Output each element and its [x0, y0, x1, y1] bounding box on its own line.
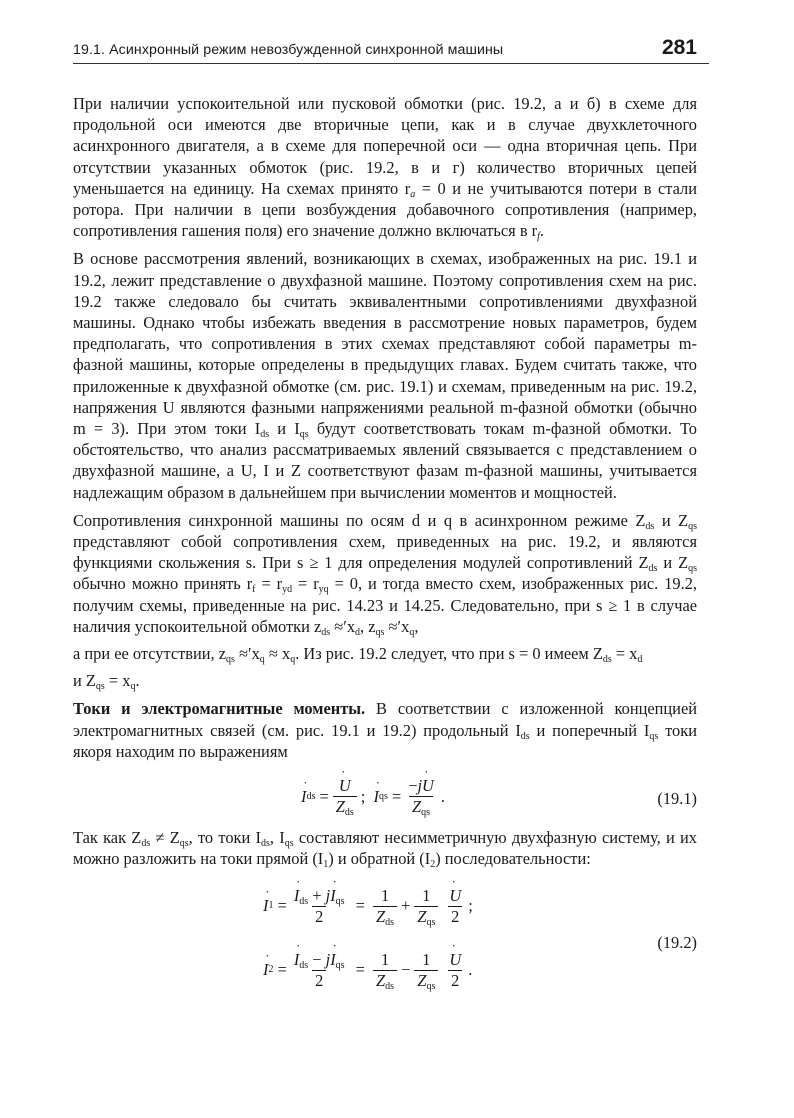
page-number: 281	[661, 36, 697, 59]
header-rule	[73, 63, 709, 64]
page-header	[73, 36, 709, 68]
running-title: 19.1. Асинхронный режим невозбужденной синхронной машины	[73, 42, 504, 58]
section-heading: Токи и электромагнитные моменты.	[73, 699, 366, 719]
paragraph: а при ее отсутствии, $z_{qs} \approx'x_q \approx x_q$. Из рис. 19.2 следует, что при s = 0 имеем $Z_{ds} = x_d$	[73, 644, 643, 666]
page-body	[73, 93, 697, 1008]
paragraph: При наличии успокоительной или пусковой обмотки (рис. 19.2, а и б) в схеме для продольной оси имеются две вторичные цепи, как и в случае двухклеточного асинхронного двигателя, а в схеме для поперечной оси — одна вторичная цепь. При отсутствии указанных обмоток (рис. 19.2, в и г) количество вторичных цепей уменьшается на единицу. На схемах принято $r_a = 0$ и не учитываются потери в стали ротора. При наличии в цепи возбуждения добавочного сопротивления (например, сопротивления гашения поля) его значение должно включаться в $r_f$.	[73, 94, 697, 243]
paragraph: Сопротивления синхронной машины по осям d и q в асинхронном режиме $Z_{ds}$ и $Z_{qs}$ представляют собой сопротивления схем, приведенных на рис. 19.2, и являются функциями скольжения s. При s ≥ 1 для определения модулей сопротивлений $Z_{ds}$ и $Z_{qs}$ обычно можно принять $r_f = r_{yd} = r_{yq} = 0$, и тогда вместо схем, изображенных рис. 19.2, получим схемы, приведенные на рис. 14.23 и 14.25. Следовательно, при s ≥ 1 в случае наличия успокоительной обмотки $z_{ds} \approx'x_d$, $z_{qs} \approx'x_q$,	[73, 510, 697, 638]
paragraph: Так как $Z_{ds} \ne Z_{qs}$, то токи $I_{ds}$, $I_{qs}$ составляют несимметричную двухфазную систему, и их можно разложить на токи прямой $(I_1)$ и обратной $(I_2)$ последовательности:	[73, 828, 698, 871]
equation-number: (19.2)	[657, 932, 697, 952]
equation-formula: ˙ I 2 = ˙ $\frac{I_{ds} - j˙ I_{qs}}{2}$ = $\frac{1}{Z_{ds}}$ − $\frac{1}{Z_{qs}}$ ˙ $\frac{U}{2}$ .	[263, 950, 472, 991]
paragraph: Токи и электромагнитные моменты. В соответствии с изложенной концепцией электромагнитных связей (см. рис. 19.1 и 19.2) продольный $I_{ds}$ и поперечный $I_{qs}$ токи якоря находим по выражениям	[73, 699, 697, 761]
paragraph: В основе рассмотрения явлений, возникающих в схемах, изображенных на рис. 19.1 и 19.2, лежит представление о двухфазной машине. Поэтому сопротивления схем на рис. 19.2 также следовало бы считать эквивалентными сопротивлениями двухфазной машины. Однако чтобы избежать введения в рассмотрение новых параметров, будем предполагать, что сопротивления в этих схемах представляют собой параметры m-фазной машины, которые определены в предыдущих главах. Будем считать также, что приложенные к двухфазной обмотке (см. рис. 19.1) и схемам, приведенным на рис. 19.2, напряжения U являются фазными напряжениями реальной m-фазной обмотки (обычно m = 3). При этом токи $I_{ds}$ и $I_{qs}$ будут соответствовать токам m-фазной обмотки. То обстоятельство, что анализ рассматриваемых явлений связывается с представлением о двухфазной машине, а U, I и Z соответствуют фазам m-фазной машины, учитывается надлежащим образом в дальнейшем при вычислении моментов и мощностей.	[73, 249, 697, 502]
equation-formula: ˙ I ds = ˙ $\frac{U}{Z_{ds}}$ ; ˙ I qs = $\frac{-j˙ U}{Z_{qs}}$ .	[301, 776, 445, 817]
equation-19-2	[73, 876, 697, 1008]
paragraph: и $Z_{qs} = x_q$.	[73, 671, 140, 693]
equation-number: (19.1)	[657, 789, 697, 809]
equation-formula: ˙ I 1 = ˙ $\frac{I_{ds} + j˙ I_{qs}}{2}$ = $\frac{1}{Z_{ds}}$ + $\frac{1}{Z_{qs}}$ ˙ $\frac{U}{2}$ ;	[263, 886, 473, 927]
equation-19-1	[73, 772, 697, 820]
